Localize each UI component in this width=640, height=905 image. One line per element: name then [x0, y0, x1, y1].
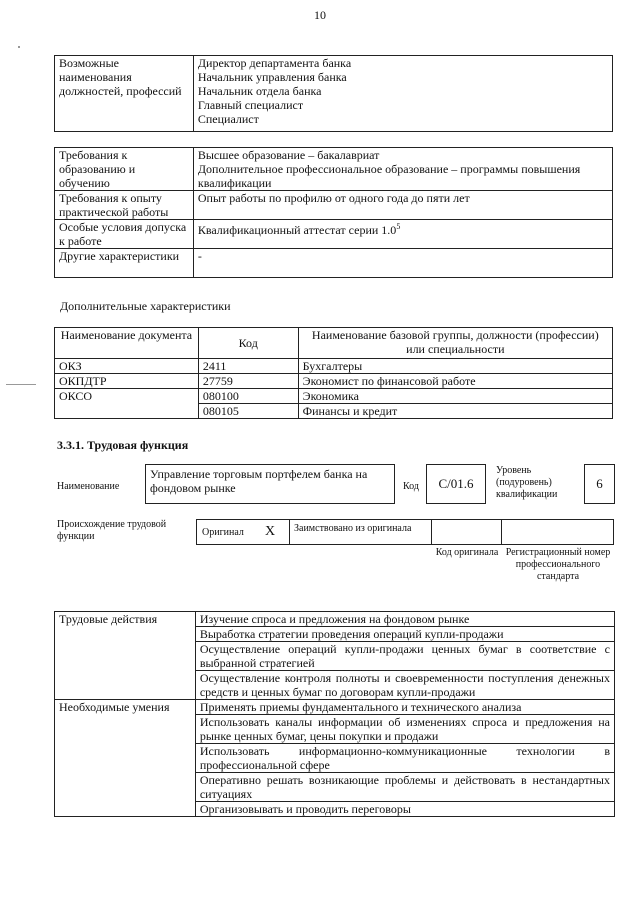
labor-action-item: Осуществление контроля полноты и своевременности поступления денежных средств и ценных бумаг по договорам купли-продажи: [195, 671, 614, 700]
cell-doc: [55, 404, 199, 419]
skill-item: Применять приемы фундаментального и технического анализа: [195, 700, 614, 715]
table-row: [55, 191, 613, 220]
positions-label: Возможные наименования должностей, профессий: [55, 56, 194, 132]
list-item: Начальник отдела банка: [197, 84, 322, 98]
additional-table: [54, 327, 613, 419]
level-label: Уровень (подуровень) квалификации: [496, 465, 558, 500]
original-mark: X: [265, 524, 276, 539]
table-row: [55, 148, 613, 191]
list-item: Специалист: [197, 112, 259, 126]
req-label: Другие характеристики: [55, 249, 194, 278]
positions-table: [54, 55, 613, 132]
table-row: [55, 220, 613, 249]
cell-code: 080105: [198, 404, 298, 419]
req-label: Особые условия допуска к работе: [55, 220, 194, 249]
column-header: Наименование базовой группы, должности (профессии) или специальности: [298, 328, 612, 359]
code-box: [426, 464, 486, 504]
reg-number-caption: Регистрационный номер профессионального стандарта: [505, 547, 611, 582]
scan-speck: [18, 46, 20, 48]
reg-number-cell: [501, 519, 614, 545]
page-number: 10: [314, 8, 326, 22]
level-box: [584, 464, 615, 504]
positions-list: [193, 56, 612, 132]
table-row: [55, 612, 615, 627]
level-value: 6: [596, 476, 603, 491]
table-row: [55, 359, 613, 374]
function-details-table: [54, 611, 615, 817]
column-header: Наименование документа: [55, 328, 199, 359]
req-value: [193, 220, 612, 249]
column-header: Код: [198, 328, 298, 359]
table-row: [55, 404, 613, 419]
original-label: Оригинал: [202, 527, 244, 538]
cell-name: Экономика: [298, 389, 612, 404]
cell-code: 2411: [198, 359, 298, 374]
skill-item: Использовать информационно-коммуникационные технологии в профессиональной сфере: [195, 744, 614, 773]
list-item: Начальник управления банка: [197, 70, 347, 84]
borrowed-label: Заимствовано из оригинала: [294, 523, 412, 534]
req-line: Дополнительное профессиональное образование – программы повышения квалификации: [197, 162, 581, 190]
table-row: [55, 56, 613, 132]
req-line: Квалификационный аттестат серии 1.0: [197, 223, 397, 237]
list-item: Директор департамента банка: [197, 56, 352, 70]
code-label: Код: [403, 481, 419, 492]
table-row: [55, 700, 615, 715]
labor-action-item: Выработка стратегии проведения операций купли-продажи: [195, 627, 614, 642]
origin-code-cell: [431, 519, 502, 545]
scan-mark: [6, 384, 36, 385]
footnote-mark: 5: [396, 222, 401, 231]
req-line: Высшее образование – бакалавриат: [197, 148, 380, 162]
list-item: Главный специалист: [197, 98, 304, 112]
req-label: Требования к опыту практической работы: [55, 191, 194, 220]
borrowed-cell: [289, 519, 432, 545]
skill-item: Организовывать и проводить переговоры: [195, 802, 614, 817]
origin-code-caption: Код оригинала: [435, 547, 499, 558]
cell-doc: ОКПДТР: [55, 374, 199, 389]
req-value: -: [193, 249, 612, 278]
table-row: [55, 389, 613, 404]
cell-name: Бухгалтеры: [298, 359, 612, 374]
additional-title: Дополнительные характеристики: [60, 299, 231, 313]
cell-name: Экономист по финансовой работе: [298, 374, 612, 389]
function-title: 3.3.1. Трудовая функция: [57, 438, 189, 452]
original-cell: [196, 519, 290, 545]
req-label: Требования к образованию и обучению: [55, 148, 194, 191]
skill-item: Использовать каналы информации об изменениях спроса и предложения на рынке ценных бумаг, цены покупки и продажи: [195, 715, 614, 744]
skills-label: Необходимые умения: [55, 700, 196, 817]
labor-actions-label: Трудовые действия: [55, 612, 196, 700]
req-value: [193, 148, 612, 191]
skill-item: Оперативно решать возникающие проблемы и действовать в нестандартных ситуациях: [195, 773, 614, 802]
name-label: Наименование: [57, 481, 120, 492]
code-value: C/01.6: [438, 476, 474, 491]
table-row: [55, 374, 613, 389]
labor-action-item: Изучение спроса и предложения на фондовом рынке: [195, 612, 614, 627]
requirements-table: [54, 147, 613, 278]
table-row: [55, 249, 613, 278]
cell-code: 27759: [198, 374, 298, 389]
labor-action-item: Осуществление операций купли-продажи ценных бумаг в соответствие с выбранной стратегией: [195, 642, 614, 671]
cell-name: Финансы и кредит: [298, 404, 612, 419]
table-row: [55, 328, 613, 359]
cell-doc: ОКСО: [55, 389, 199, 404]
origin-label: Происхождение трудовой функции: [57, 519, 167, 542]
req-value: Опыт работы по профилю от одного года до пяти лет: [193, 191, 612, 220]
function-name: Управление торговым портфелем банка на фондовом рынке: [150, 467, 368, 495]
function-name-box: [145, 464, 395, 504]
cell-code: 080100: [198, 389, 298, 404]
cell-doc: ОКЗ: [55, 359, 199, 374]
